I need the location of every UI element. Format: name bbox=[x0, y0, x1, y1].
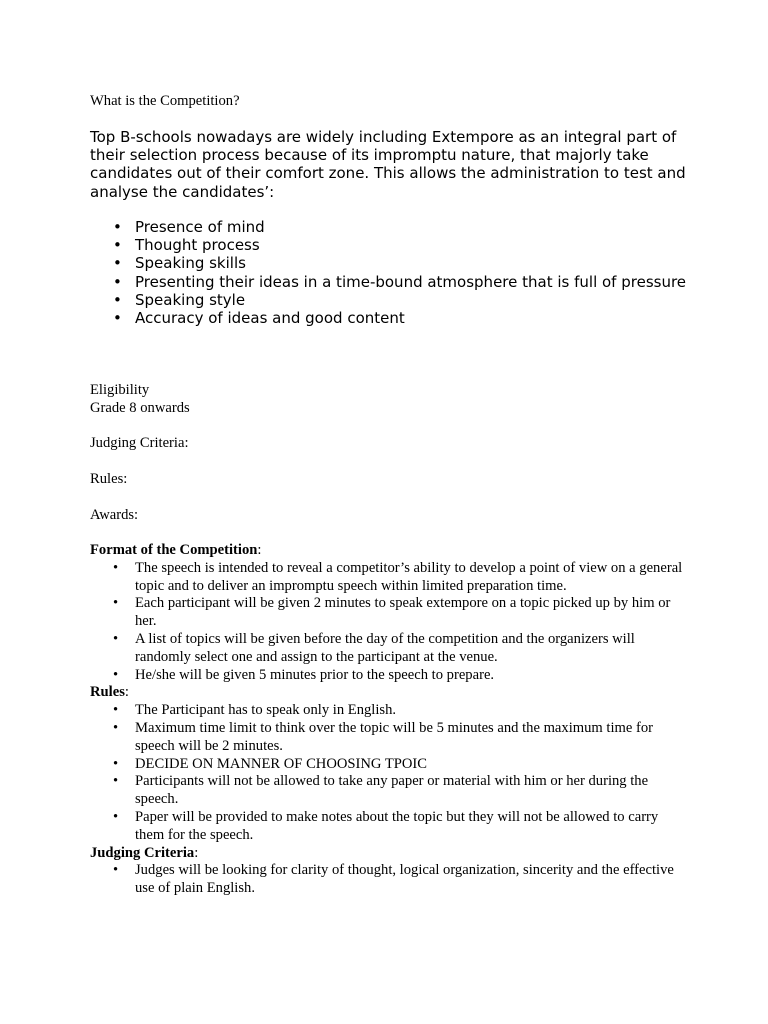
qualities-list bbox=[90, 218, 690, 327]
judging-heading: Judging Criteria: bbox=[90, 844, 199, 861]
list-item: • Participants will not be allowed to take any paper or material with him or her during the speech. bbox=[113, 773, 649, 808]
eligibility-block bbox=[90, 382, 190, 418]
bullet-icon: • bbox=[113, 630, 119, 647]
bullet-icon: • bbox=[113, 559, 119, 576]
bullet-icon: • bbox=[113, 272, 122, 291]
list-item: • Presence of mind bbox=[113, 218, 265, 236]
intro-paragraph: Top B-schools nowadays are widely including Extempore as an integral part of their selection process because of its impromptu nature, that majorly take candidates out of their comfort zone. This allows the administration to test and analyse the candidates’: bbox=[90, 128, 686, 201]
bullet-icon: • bbox=[113, 666, 119, 683]
bullet-icon: • bbox=[113, 309, 122, 328]
bullet-icon: • bbox=[113, 862, 119, 879]
list-item: • DECIDE ON MANNER OF CHOOSING TPOIC bbox=[113, 755, 428, 772]
bullet-icon: • bbox=[113, 218, 122, 236]
bullet-icon: • bbox=[113, 290, 122, 309]
bullet-icon: • bbox=[113, 254, 122, 273]
list-item: • He/she will be given 5 minutes prior to the speech to prepare. bbox=[113, 666, 495, 683]
rules-placeholder: Rules: bbox=[90, 470, 128, 487]
list-item: • Thought process bbox=[113, 236, 260, 255]
bullet-icon: • bbox=[113, 773, 119, 790]
format-list bbox=[90, 560, 690, 685]
details-section bbox=[90, 542, 690, 898]
list-item: • Paper will be provided to make notes about the topic but they will not be allowed to carry them for the speech. bbox=[113, 808, 659, 843]
list-item: • Speaking skills bbox=[113, 254, 246, 273]
bullet-icon: • bbox=[113, 702, 119, 719]
judging-list bbox=[90, 862, 690, 898]
rules-list bbox=[90, 702, 690, 844]
format-heading: Format of the Competition: bbox=[90, 542, 262, 558]
placeholder-headings bbox=[90, 435, 189, 524]
bullet-icon: • bbox=[113, 755, 119, 772]
list-item: • The speech is intended to reveal a competitor’s ability to develop a point of view on a general topic and to deliver an impromptu speech within limited preparation time. bbox=[113, 559, 683, 594]
bullet-icon: • bbox=[113, 808, 119, 825]
list-item: • A list of topics will be given before the day of the competition and the organizers will randomly select one and assign to the participant at the venue. bbox=[113, 630, 635, 665]
list-item: • Accuracy of ideas and good content bbox=[113, 309, 405, 328]
list-item: • The Participant has to speak only in English. bbox=[113, 702, 397, 719]
list-item: • Presenting their ideas in a time-bound atmosphere that is full of pressure bbox=[113, 272, 687, 291]
judging-criteria-placeholder: Judging Criteria: bbox=[90, 435, 189, 451]
awards-placeholder: Awards: bbox=[90, 506, 139, 523]
bullet-icon: • bbox=[113, 595, 119, 612]
competition-question: What is the Competition? bbox=[90, 93, 240, 109]
bullet-icon: • bbox=[113, 719, 119, 736]
eligibility-label: Eligibility bbox=[90, 382, 150, 398]
eligibility-value: Grade 8 onwards bbox=[90, 399, 190, 416]
bullet-icon: • bbox=[113, 236, 122, 255]
list-item: • Speaking style bbox=[113, 290, 246, 309]
list-item: • Each participant will be given 2 minutes to speak extempore on a topic picked up by him or her. bbox=[113, 595, 671, 630]
rules-heading: Rules: bbox=[90, 684, 129, 701]
list-item: • Judges will be looking for clarity of thought, logical organization, sincerity and the effective use of plain English. bbox=[113, 862, 674, 897]
list-item: • Maximum time limit to think over the topic will be 5 minutes and the maximum time for speech will be 2 minutes. bbox=[113, 719, 653, 754]
